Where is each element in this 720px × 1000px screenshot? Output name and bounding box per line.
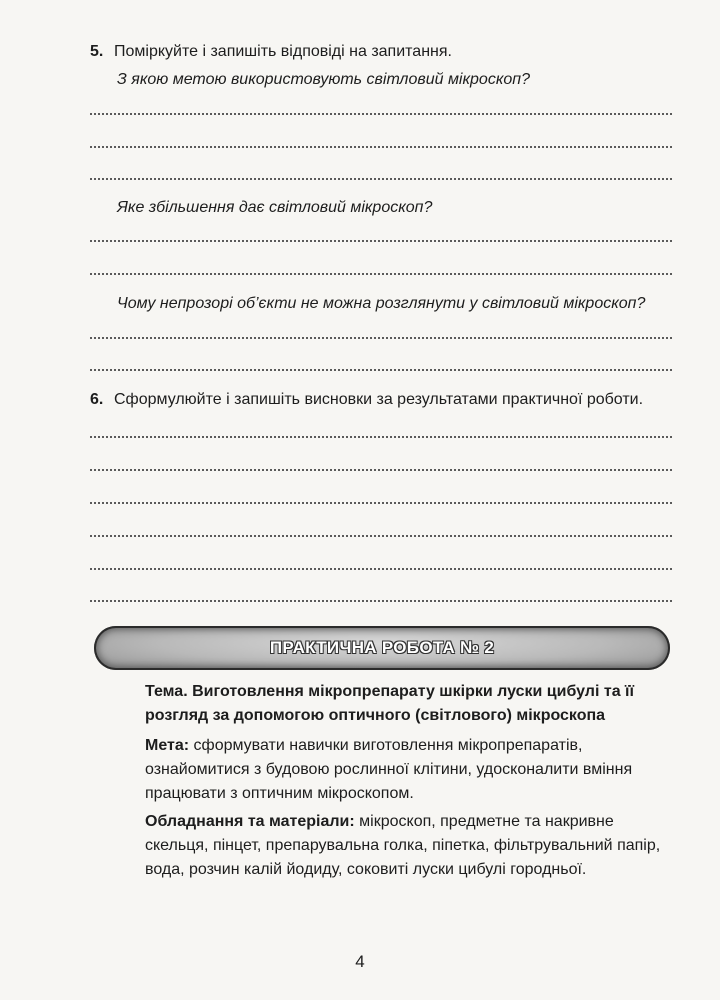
task-6-number: 6. [90, 391, 104, 408]
answer-line[interactable] [90, 146, 672, 148]
task-5-instruction-line [90, 42, 452, 62]
answer-line[interactable] [90, 502, 672, 504]
answer-line[interactable] [90, 535, 672, 537]
topic-text: Виготовлення мікропрепарату шкірки луски цибулі та її розгляд за допомогою оптичного (світлового) мікроскопа [145, 683, 635, 724]
equipment-text: мікроскоп, предметне та накривне скельця, пінцет, препарувальна голка, піпетка, фільтрувальний папір, вода, розчин калій йодиду, соковиті луски цибулі городньої. [145, 813, 661, 878]
goal-row [145, 734, 673, 806]
answer-line[interactable] [90, 369, 672, 371]
answer-line[interactable] [90, 436, 672, 438]
page-number: 4 [355, 952, 365, 971]
answer-line[interactable] [90, 113, 672, 115]
topic-row [145, 680, 673, 728]
goal-text: сформувати навички виготовлення мікропрепаратів, ознайомитися з будовою рослинної клітини, удосконалити вміння працювати з оптичним мікроскопом. [145, 737, 633, 802]
answer-line[interactable] [90, 337, 672, 339]
equipment-row [145, 810, 673, 882]
answer-line[interactable] [90, 178, 672, 180]
task-6-instruction-line [90, 390, 643, 410]
question-1: З якою метою використовують світловий мікроскоп? [117, 71, 530, 88]
equipment-label: Обладнання та матеріали: [145, 813, 355, 830]
answer-line[interactable] [90, 600, 672, 602]
task-5-number: 5. [90, 43, 104, 60]
answer-line[interactable] [90, 273, 672, 275]
practical-work-banner [94, 626, 670, 670]
question-2: Яке збільшення дає світловий мікроскоп? [117, 199, 433, 216]
practical-work-title: ПРАКТИЧНА РОБОТА № 2 [269, 638, 495, 657]
answer-line[interactable] [90, 568, 672, 570]
goal-label: Мета: [145, 737, 190, 754]
question-3: Чому непрозорі об’єкти не можна розглянути у світловий мікроскоп? [117, 295, 646, 312]
task-6-instruction: Сформулюйте і запишіть висновки за результатами практичної роботи. [114, 391, 644, 408]
answer-line[interactable] [90, 469, 672, 471]
answer-line[interactable] [90, 240, 672, 242]
task-5-instruction: Поміркуйте і запишіть відповіді на запитання. [114, 43, 452, 60]
topic-label: Тема. [145, 683, 188, 700]
